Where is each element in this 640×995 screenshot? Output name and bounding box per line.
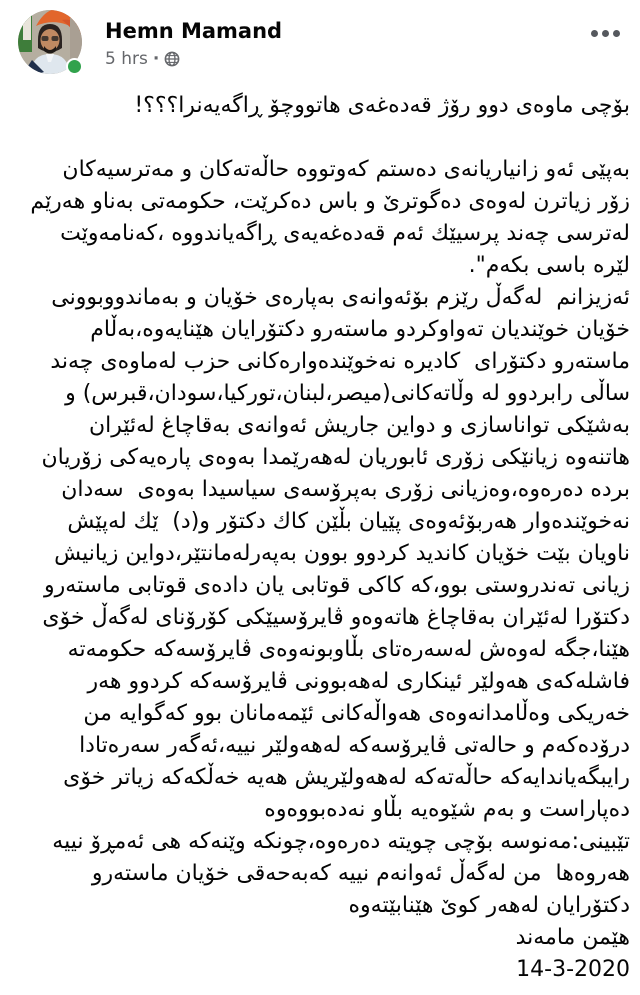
post-text-line: هێمن مامەند	[515, 925, 630, 950]
ellipsis-dot	[613, 30, 620, 37]
header-info	[105, 18, 282, 69]
post-text-line: فاشلەکەی هەولێر ئینکاری لەهەبوونی ڤایرۆسەکە کردوو هەر	[87, 669, 630, 694]
post-text	[8, 154, 630, 986]
author-name[interactable]: Hemn Mamand	[105, 19, 283, 43]
timestamp[interactable]: 5 hrs	[105, 49, 148, 69]
post-meta	[105, 49, 282, 69]
avatar[interactable]	[18, 10, 82, 74]
post-text-line: دکتۆرا لەئێران بەقاچاغ هاتەوەو ڤایرۆسیێکی کۆرۆنای لەگەڵ خۆی	[42, 605, 630, 630]
post-text-line: خەریکی وەڵامدانەوەی هەواڵەکانی ئێمەمانان بوو کەگوایە من	[83, 701, 630, 726]
post-text-line: هەروەها من لەگەڵ ئەوانەم نییە کەبەحەقی خۆیان ماستەرو	[91, 861, 630, 886]
post-text-line: درۆدەکەم و حالەتی ڤایرۆسەکە لەهەولێر نییە،ئەگەر سەرەتادا	[79, 733, 630, 758]
globe-icon	[164, 51, 180, 67]
post-text-line: ساڵی رابردوو لە وڵاتەکانی(میصر،لبنان،تورکیا،سودان،قبرس) و	[65, 381, 630, 406]
post-text-line: تێبینی:مەنوسە بۆچی چویتە دەرەوە،چونکە وێنەکە هی ئەمڕۆ نییە	[52, 829, 630, 854]
post-text-line: نەخوێندەوار هەربۆئەوەی پێیان بڵێن کاك دکتۆر و(د) ێك لەپێش	[67, 509, 630, 534]
ellipsis-dot	[591, 30, 598, 37]
ellipsis-dot	[602, 30, 609, 37]
post-text-line: هاتنەوە زیانێکی زۆری ئابوریان لەهەرێمدا بەوەی پارەیەکی زۆریان	[41, 445, 630, 470]
post-text-line: ماستەرو دکتۆرای کادیرە نەخوێندەوارەکانی حزب لەماوەی چەند	[50, 349, 630, 374]
post-text-line: دکتۆرایان لەهەر کوێ هێنابێتەوە	[348, 893, 630, 918]
post-text-line: بەپێی ئەو زانیاریانەی دەستم کەوتووە حاڵەتەکان و مەترسیەکان	[62, 157, 630, 182]
post-text-line: زیانی تەندروستی بوو،کە کاکی قوتابی یان دادەی قوتابی ماستەرو	[44, 573, 630, 598]
post-text-line: خۆیان خوێندیان تەواوکردو ماستەرو دکتۆرایان هێنایەوە،بەڵام	[90, 317, 630, 342]
post-text-line: هێنا،جگە لەوەش لەسەرەتای بڵاوبونەوەی ڤایرۆسەکە حکومەتە	[67, 637, 630, 662]
post-title: بۆچی ماوەی دوو رۆژ قەدەغەی هاتووچۆ ڕاگەیەنرا؟؟؟!	[134, 93, 630, 118]
post-text-line: بەشێکی تواناسازی و دواین جاریش ئەوانەی بەقاچاغ لەئێران	[89, 413, 630, 438]
post-text-line: ئەزیزانم لەگەڵ رێزم بۆئەوانەی بەپارەی خۆیان و بەماندووبوونی	[51, 285, 630, 310]
post-text-line: دەپاراست و بەم شێوەیە بڵاو نەدەبووەوە	[264, 797, 630, 822]
post-text-line: لێرە باسی بکەم".	[468, 253, 630, 278]
post-text-line: ناویان بێت خۆیان کاندید کردوو بوون بەپەرلەمانتێر،دواین زیانیش	[54, 541, 630, 566]
post-text-line: بردە دەرەوە،وەزیانی زۆری بەپرۆسەی سیاسیدا بەوەی سەدان	[61, 477, 630, 502]
meta-separator: ·	[152, 49, 160, 69]
post-header	[0, 0, 640, 88]
online-status-dot	[66, 58, 83, 75]
post-text-line: رایبگەیاندایەکە حاڵەتەکە لەهەولێریش هەیە خەڵکەکە زیاتر خۆی	[63, 765, 630, 790]
post-text-line: لەترسی چەند پرسیێك ئەم قەدەغەیەی ڕاگەیاندووە ،کەنامەوێت	[60, 221, 630, 246]
post-text-line: زۆر زیاترن لەوەی دەگوترێ و باس دەکرێت، حکومەتی بەناو هەرێم	[30, 189, 630, 214]
post-text-line: 14-3-2020	[516, 957, 630, 982]
more-options-button[interactable]	[589, 24, 622, 43]
post-body	[0, 88, 640, 986]
